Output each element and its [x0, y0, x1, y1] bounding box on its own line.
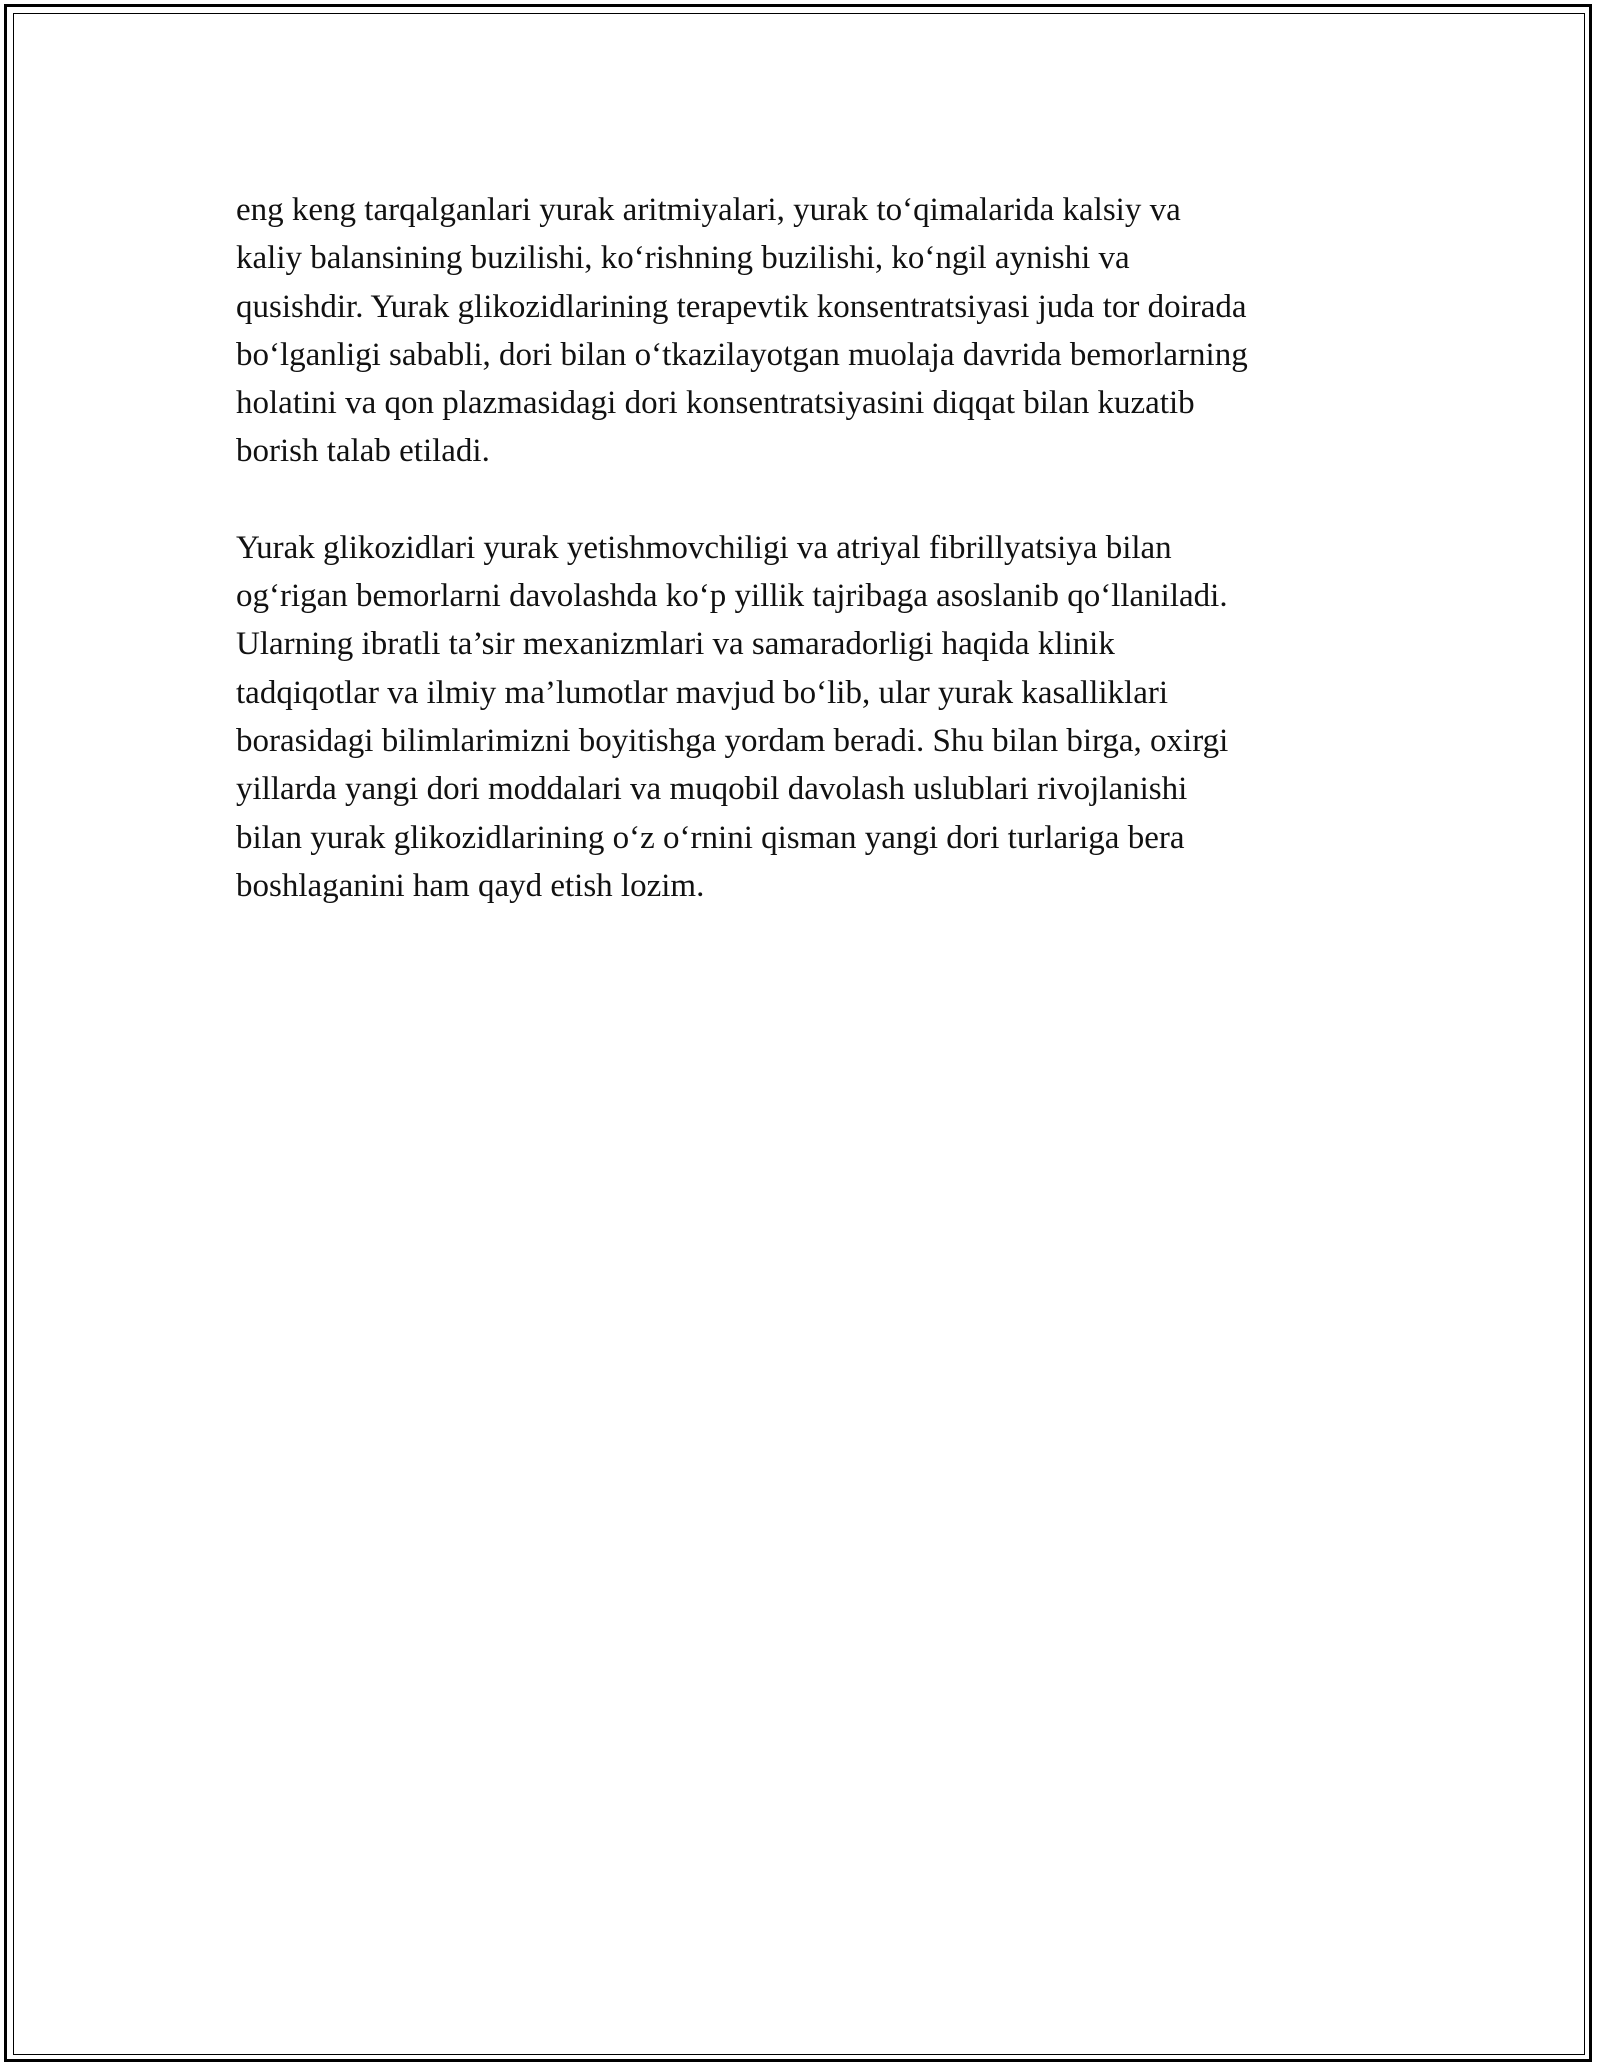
text-line: holatini va qon plazmasidagi dori konsentratsiyasini diqqat bilan kuzatib: [236, 385, 1195, 422]
text-line: tadqiqotlar va ilmiy ma’lumotlar mavjud bo‘lib, ular yurak kasalliklari: [236, 674, 1169, 711]
text-line: bilan yurak glikozidlarining o‘z o‘rnini qisman yangi dori turlariga bera: [236, 819, 1185, 856]
paragraph-2: [236, 524, 1386, 910]
text-line: bo‘lganligi sababli, dori bilan o‘tkazilayotgan muolaja davrida bemorlarning: [236, 336, 1248, 373]
text-line: eng keng tarqalganlari yurak aritmiyalari, yurak to‘qimalarida kalsiy va: [236, 192, 1181, 228]
text-line: og‘rigan bemorlarni davolashda ko‘p yillik tajribaga asoslanib qo‘llaniladi.: [236, 578, 1228, 615]
paragraph-1: [236, 186, 1386, 476]
text-line: Yurak glikozidlari yurak yetishmovchiligi va atriyal fibrillyatsiya bilan: [236, 529, 1172, 566]
text-line: Ularning ibratli ta’sir mexanizmlari va samaradorligi haqida klinik: [236, 626, 1115, 663]
text-line: qusishdir. Yurak glikozidlarining terapevtik konsentratsiyasi juda tor doirada: [236, 288, 1247, 325]
text-line: borasidagi bilimlarimizni boyitishga yordam beradi. Shu bilan birga, oxirgi: [236, 722, 1229, 759]
text-line: borish talab etiladi.: [236, 433, 490, 470]
text-line: boshlaganini ham qayd etish lozim.: [236, 867, 705, 904]
text-line: kaliy balansining buzilishi, ko‘rishning buzilishi, ko‘ngil aynishi va: [236, 240, 1130, 277]
text-line: yillarda yangi dori moddalari va muqobil davolash uslublari rivojlanishi: [236, 771, 1188, 808]
document-body: [236, 186, 1386, 958]
